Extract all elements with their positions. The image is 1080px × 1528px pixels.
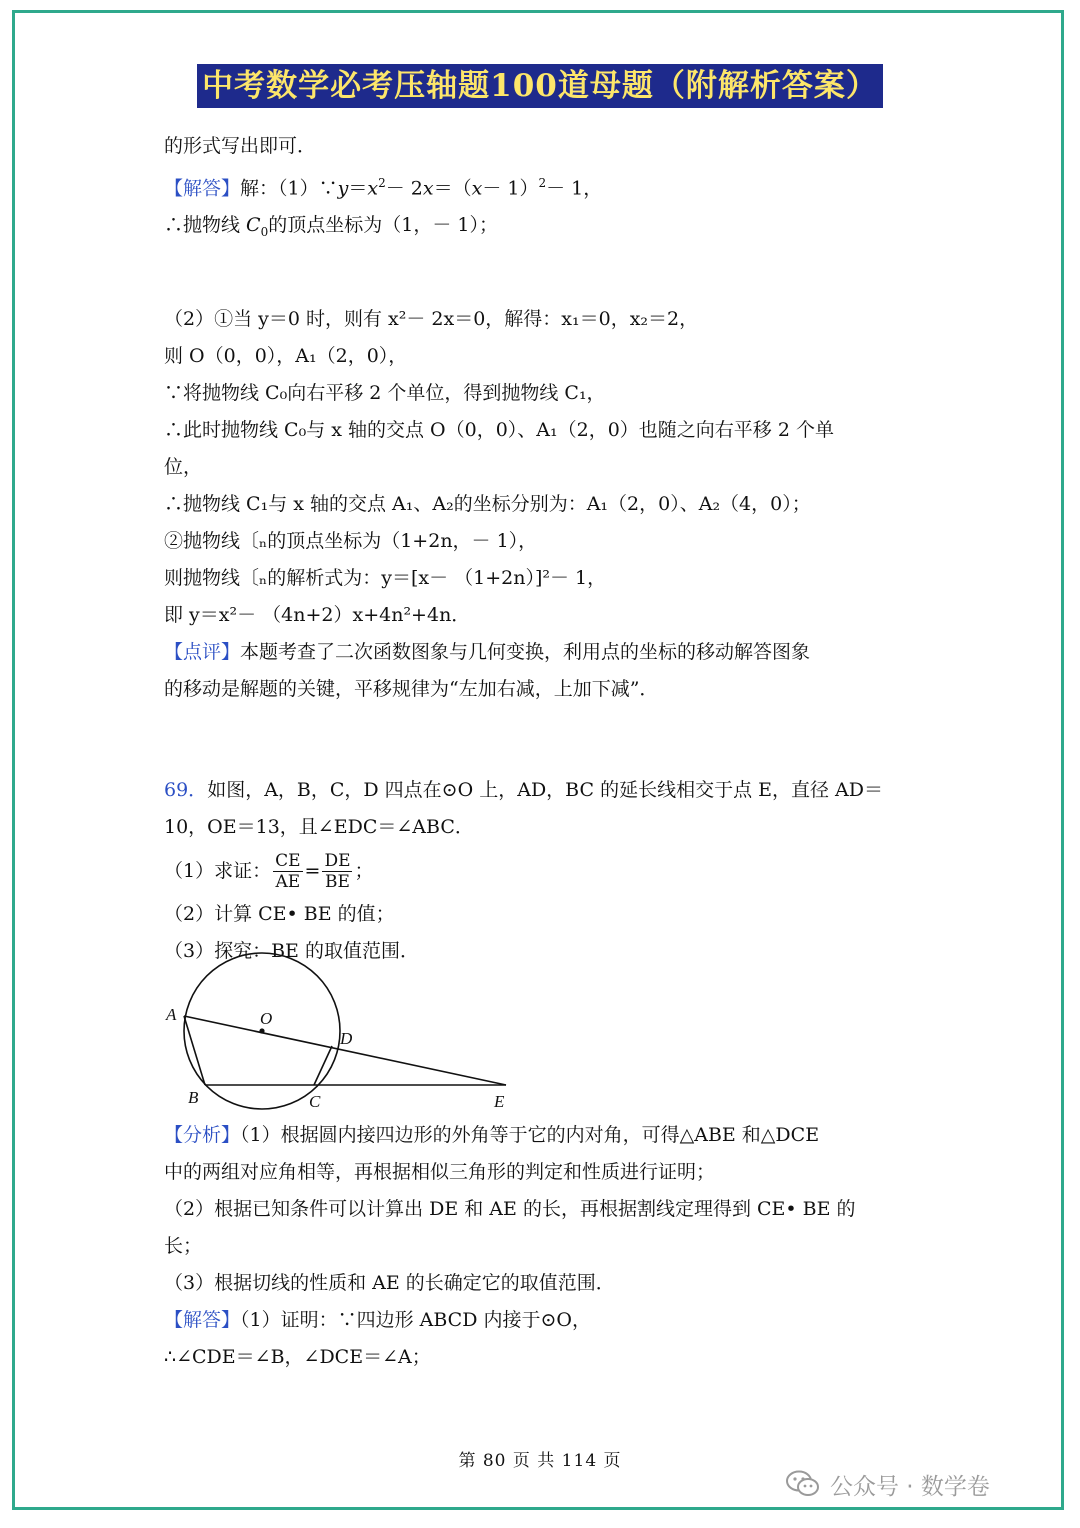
text-line <box>164 1117 924 1154</box>
text-span: （1）证明：∵四边形 ABCD 内接于⊙O， <box>240 1309 591 1331</box>
text-line <box>164 207 924 251</box>
text-span: ∴抛物线 <box>164 214 247 237</box>
text-line: ∴∠CDE＝∠B，∠DCE＝∠A； <box>164 1346 431 1368</box>
answer-tag: 【解答】 <box>164 177 241 200</box>
geometry-figure <box>160 948 520 1112</box>
fraction-denominator: AE <box>275 871 301 892</box>
text-line <box>164 634 924 671</box>
fraction-denominator: BE <box>325 871 350 892</box>
problem-number: 69． <box>164 779 208 802</box>
text-line: ∴抛物线 C₁与 x 轴的交点 A₁、A₂的坐标分别为：A₁（2，0）、A₂（4，0）； <box>164 493 811 516</box>
text-span: ； <box>354 859 374 882</box>
text-line: 的形式写出即可． <box>164 135 317 157</box>
text-line: （2）根据已知条件可以计算出 DE 和 AE 的长，再根据割线定理得到 CE• BE 的 <box>164 1198 856 1220</box>
line-ae <box>184 1016 506 1085</box>
comment-tag: 【点评】 <box>164 641 241 664</box>
fraction-numerator: DE <box>324 850 351 871</box>
spacer <box>164 251 924 301</box>
subscript: 0 <box>260 225 269 240</box>
document-body <box>164 128 924 970</box>
math-var: y <box>337 177 349 200</box>
page-number: 第 80 页 共 114 页 <box>458 1451 622 1471</box>
analysis-tag: 【分析】 <box>164 1124 241 1146</box>
spacer <box>164 708 924 772</box>
text-span: ＝（ <box>433 177 472 200</box>
math-var: x <box>471 177 483 200</box>
text-span: 本题考查了二次函数图象与几何变换，利用点的坐标的移动解答图象 <box>240 641 811 664</box>
text-span: － 1） <box>482 177 539 200</box>
math-var: x <box>422 177 434 200</box>
text-span: （1）求证： <box>164 859 272 882</box>
text-line: 中的两组对应角相等，再根据相似三角形的判定和性质进行证明； <box>164 1161 716 1183</box>
text-span: 的顶点坐标为（1，－ 1）； <box>268 214 498 237</box>
exponent: 2 <box>538 176 547 190</box>
label-a: A <box>166 1005 177 1024</box>
fraction-numerator: CE <box>275 850 301 871</box>
label-e: E <box>494 1092 505 1111</box>
exponent: 2 <box>378 176 386 190</box>
problem-line: 10，OE＝13，且∠EDC＝∠ABC． <box>164 816 474 839</box>
question-1 <box>164 846 924 896</box>
label-c: C <box>309 1092 321 1111</box>
question-2: （2）计算 CE• BE 的值； <box>164 903 395 926</box>
center-point <box>259 1028 264 1033</box>
problem-line <box>164 772 924 809</box>
question-3: （3）探究：BE 的取值范围． <box>164 940 419 963</box>
label-b: B <box>188 1088 199 1107</box>
text-line: ∴此时抛物线 C₀与 x 轴的交点 O（0，0）、A₁（2，0）也随之向右平移 2 个单 <box>164 419 834 442</box>
text-line: （3）根据切线的性质和 AE 的长确定它的取值范围． <box>164 1272 615 1294</box>
text-span: － 2 <box>385 177 423 200</box>
text-span: 解：（1）∵ <box>240 177 338 200</box>
text-line: 即 y＝x²－ （4n+2）x+4n²+4n． <box>164 604 471 627</box>
answer-tag: 【解答】 <box>164 1309 241 1331</box>
text-line: （2）①当 y＝0 时，则有 x²－ 2x＝0，解得：x₁＝0，x₂＝2， <box>164 308 699 331</box>
text-span: ＝ <box>348 177 368 200</box>
fraction-ce-ae <box>273 851 302 892</box>
text-span: － 1， <box>546 177 603 200</box>
text-span: 如图，A，B，C，D 四点在⊙O 上，AD，BC 的延长线相交于点 E，直径 AD＝ <box>207 779 883 802</box>
label-o: O <box>260 1009 273 1028</box>
text-line: 则抛物线〔ₙ的解析式为：y＝[x－ （1+2n）]²－ 1， <box>164 567 607 590</box>
wechat-icon <box>786 1470 820 1498</box>
math-var: C <box>246 214 261 237</box>
solution-body <box>164 1117 924 1376</box>
watermark-text: 公众号 · 数学卷 <box>830 1473 990 1500</box>
text-line <box>164 165 924 207</box>
label-d: D <box>340 1029 353 1048</box>
text-line: 长； <box>164 1235 203 1257</box>
text-line: 位， <box>164 456 203 479</box>
math-var: x <box>367 177 379 200</box>
document-title: 中考数学必考压轴题100道母题（附解析答案） <box>197 64 883 108</box>
fraction-de-be <box>322 851 352 892</box>
text-line: ②抛物线〔ₙ的顶点坐标为（1+2n，－ 1）， <box>164 530 538 553</box>
text-line: ∵将抛物线 C₀向右平移 2 个单位，得到抛物线 C₁， <box>164 382 606 405</box>
text-span: = <box>304 859 321 882</box>
text-line: 的移动是解题的关键，平移规律为“左加右减，上加下减”． <box>164 678 659 701</box>
text-line <box>164 1302 924 1339</box>
text-span: （1）根据圆内接四边形的外角等于它的内对角，可得△ABE 和△DCE <box>240 1124 820 1146</box>
text-line: 则 O（0，0），A₁（2，0）， <box>164 345 408 368</box>
watermark <box>786 1464 990 1504</box>
